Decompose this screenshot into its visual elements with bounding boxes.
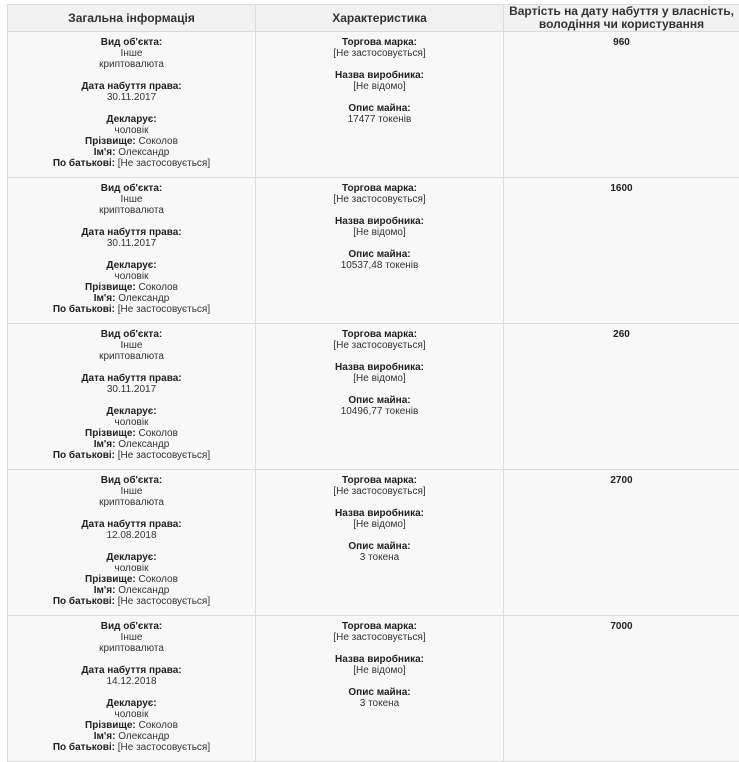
object-type-label: Вид об'єкта: [12, 329, 251, 340]
name-label: Ім'я: [94, 731, 116, 742]
declarant-label: Декларує: [12, 114, 251, 125]
description-label: Опис майна: [260, 103, 499, 114]
acquired-date-label: Дата набуття права: [12, 373, 251, 384]
general-info-cell [8, 470, 256, 616]
value-cell: 260 [504, 324, 739, 470]
surname-line [12, 428, 251, 439]
manufacturer-label: Назва виробника: [260, 508, 499, 519]
description-label: Опис майна: [260, 541, 499, 552]
surname-line [12, 282, 251, 293]
trademark-value: [Не застосовується] [260, 486, 499, 497]
declarant-label: Декларує: [12, 552, 251, 563]
declarant-value: чоловік [12, 563, 251, 574]
acquired-date-value: 30.11.2017 [12, 238, 251, 249]
trademark-label: Торгова марка: [260, 475, 499, 486]
name-label: Ім'я: [94, 293, 116, 304]
surname-line [12, 136, 251, 147]
surname-label: Прізвище: [85, 720, 136, 731]
characteristic-cell [256, 178, 504, 324]
declarant-value: чоловік [12, 709, 251, 720]
object-type-detail: криптовалюта [12, 643, 251, 654]
general-info-cell [8, 616, 256, 762]
declarant-value: чоловік [12, 271, 251, 282]
surname-line [12, 574, 251, 585]
table-row [8, 324, 739, 470]
characteristic-cell [256, 32, 504, 178]
patronymic-line [12, 742, 251, 753]
surname-label: Прізвище: [85, 574, 136, 585]
name-line [12, 585, 251, 596]
acquired-date-value: 14.12.2018 [12, 676, 251, 687]
patronymic-line [12, 158, 251, 169]
patronymic-label: По батькові: [53, 158, 115, 169]
patronymic-line [12, 596, 251, 607]
value-cell: 2700 [504, 470, 739, 616]
declarant-value: чоловік [12, 417, 251, 428]
description-value: 10496,77 токенів [260, 406, 499, 417]
surname-value: Соколов [139, 428, 178, 439]
patronymic-value: [Не застосовується] [118, 742, 210, 753]
table-row [8, 32, 739, 178]
manufacturer-value: [Не відомо] [260, 519, 499, 530]
general-info-cell [8, 324, 256, 470]
object-type-label: Вид об'єкта: [12, 621, 251, 632]
patronymic-value: [Не застосовується] [118, 158, 210, 169]
name-value: Олександр [118, 439, 169, 450]
trademark-label: Торгова марка: [260, 183, 499, 194]
patronymic-label: По батькові: [53, 596, 115, 607]
object-type-value: Інше [12, 486, 251, 497]
acquired-date-value: 30.11.2017 [12, 92, 251, 103]
manufacturer-value: [Не відомо] [260, 81, 499, 92]
header-characteristic: Характеристика [256, 5, 504, 32]
value-cell: 960 [504, 32, 739, 178]
trademark-value: [Не застосовується] [260, 194, 499, 205]
acquired-date-label: Дата набуття права: [12, 665, 251, 676]
acquired-date-value: 30.11.2017 [12, 384, 251, 395]
description-value: 3 токена [260, 552, 499, 563]
surname-value: Соколов [139, 136, 178, 147]
object-type-value: Інше [12, 48, 251, 59]
acquired-date-value: 12.08.2018 [12, 530, 251, 541]
acquired-date-label: Дата набуття права: [12, 227, 251, 238]
manufacturer-label: Назва виробника: [260, 216, 499, 227]
object-type-label: Вид об'єкта: [12, 37, 251, 48]
patronymic-value: [Не застосовується] [118, 596, 210, 607]
trademark-value: [Не застосовується] [260, 48, 499, 59]
surname-label: Прізвище: [85, 282, 136, 293]
description-value: 17477 токенів [260, 114, 499, 125]
name-label: Ім'я: [94, 147, 116, 158]
acquired-date-label: Дата набуття права: [12, 519, 251, 530]
value-cell: 1600 [504, 178, 739, 324]
object-type-value: Інше [12, 632, 251, 643]
surname-value: Соколов [139, 282, 178, 293]
trademark-label: Торгова марка: [260, 621, 499, 632]
general-info-cell [8, 178, 256, 324]
surname-line [12, 720, 251, 731]
object-type-detail: криптовалюта [12, 351, 251, 362]
manufacturer-value: [Не відомо] [260, 227, 499, 238]
crypto-assets-table [7, 4, 739, 762]
manufacturer-value: [Не відомо] [260, 665, 499, 676]
patronymic-value: [Не застосовується] [118, 304, 210, 315]
declarant-label: Декларує: [12, 698, 251, 709]
patronymic-line [12, 450, 251, 461]
patronymic-label: По батькові: [53, 304, 115, 315]
manufacturer-label: Назва виробника: [260, 362, 499, 373]
name-label: Ім'я: [94, 585, 116, 596]
object-type-detail: криптовалюта [12, 59, 251, 70]
name-value: Олександр [118, 147, 169, 158]
surname-value: Соколов [139, 574, 178, 585]
name-value: Олександр [118, 585, 169, 596]
surname-label: Прізвище: [85, 428, 136, 439]
trademark-value: [Не застосовується] [260, 632, 499, 643]
surname-label: Прізвище: [85, 136, 136, 147]
manufacturer-label: Назва виробника: [260, 654, 499, 665]
declarant-label: Декларує: [12, 260, 251, 271]
name-line [12, 147, 251, 158]
surname-value: Соколов [139, 720, 178, 731]
declarant-label: Декларує: [12, 406, 251, 417]
object-type-detail: криптовалюта [12, 497, 251, 508]
description-label: Опис майна: [260, 395, 499, 406]
table-header-row [8, 5, 739, 32]
object-type-value: Інше [12, 194, 251, 205]
description-label: Опис майна: [260, 249, 499, 260]
characteristic-cell [256, 324, 504, 470]
manufacturer-label: Назва виробника: [260, 70, 499, 81]
patronymic-value: [Не застосовується] [118, 450, 210, 461]
manufacturer-value: [Не відомо] [260, 373, 499, 384]
table-row [8, 470, 739, 616]
description-value: 3 токена [260, 698, 499, 709]
object-type-label: Вид об'єкта: [12, 183, 251, 194]
acquired-date-label: Дата набуття права: [12, 81, 251, 92]
name-line [12, 439, 251, 450]
characteristic-cell [256, 470, 504, 616]
description-label: Опис майна: [260, 687, 499, 698]
declaration-table-wrapper [7, 4, 739, 762]
patronymic-label: По батькові: [53, 450, 115, 461]
general-info-cell [8, 32, 256, 178]
description-value: 10537,48 токенів [260, 260, 499, 271]
table-row [8, 616, 739, 762]
value-cell: 7000 [504, 616, 739, 762]
table-row [8, 178, 739, 324]
object-type-value: Інше [12, 340, 251, 351]
name-line [12, 293, 251, 304]
name-line [12, 731, 251, 742]
object-type-detail: криптовалюта [12, 205, 251, 216]
declarant-value: чоловік [12, 125, 251, 136]
patronymic-label: По батькові: [53, 742, 115, 753]
trademark-label: Торгова марка: [260, 329, 499, 340]
header-value: Вартість на дату набуття у власність, володіння чи користування [504, 5, 739, 32]
patronymic-line [12, 304, 251, 315]
name-value: Олександр [118, 293, 169, 304]
trademark-label: Торгова марка: [260, 37, 499, 48]
name-value: Олександр [118, 731, 169, 742]
header-general-info: Загальна інформація [8, 5, 256, 32]
object-type-label: Вид об'єкта: [12, 475, 251, 486]
characteristic-cell [256, 616, 504, 762]
name-label: Ім'я: [94, 439, 116, 450]
trademark-value: [Не застосовується] [260, 340, 499, 351]
